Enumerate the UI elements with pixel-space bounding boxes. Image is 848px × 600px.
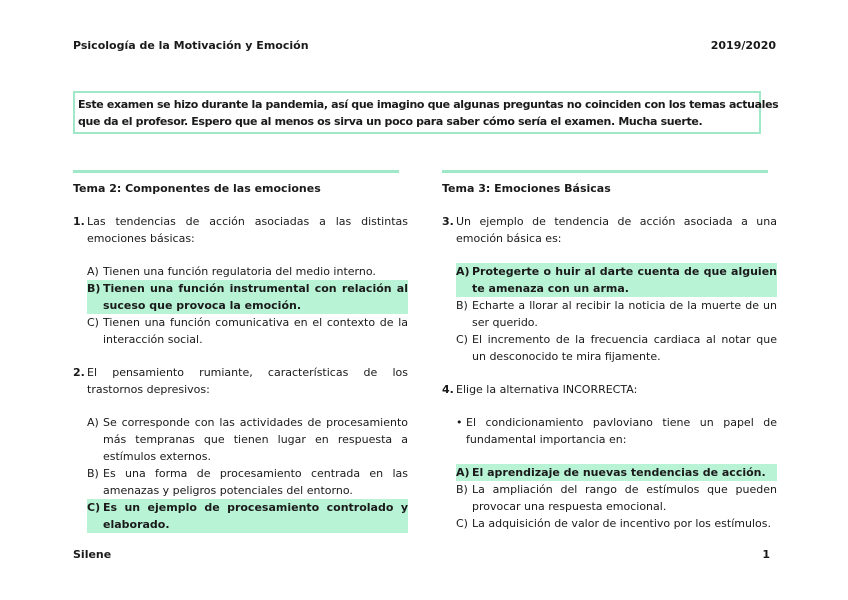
option-label: C) xyxy=(87,499,103,533)
bullet-icon: • xyxy=(456,416,463,429)
option-label: C) xyxy=(456,517,468,530)
option-text: Es una forma de procesamiento centrada en las amenazas y peligros potenciales del entorno. xyxy=(103,467,408,497)
option-c xyxy=(456,515,777,532)
question-text: Un ejemplo de tendencia de acción asociada a una emoción básica es: xyxy=(456,215,777,245)
footer-author: Silene xyxy=(73,548,112,561)
notice-line-2: que da el profesor. Espero que al menos os sirva un poco para saber cómo sería el examen. Mucha suerte. xyxy=(78,115,703,128)
option-label: A) xyxy=(456,263,472,297)
question-text: El pensamiento rumiante, características de los trastornos depresivos: xyxy=(87,366,408,396)
option-text: El incremento de la frecuencia cardiaca al notar que un desconocido te mira fijamente. xyxy=(472,333,777,363)
option-a xyxy=(87,263,408,280)
option-label: C) xyxy=(87,316,99,329)
option-text: Protegerte o huir al darte cuenta de que alguien te amenaza con un arma. xyxy=(472,265,777,295)
option-text: Tienen una función regulatoria del medio interno. xyxy=(103,265,376,278)
option-b-correct xyxy=(87,280,408,314)
option-text: Echarte a llorar al recibir la noticia de la muerte de un ser querido. xyxy=(472,299,777,329)
option-c xyxy=(456,331,777,365)
academic-year: 2019/2020 xyxy=(710,39,776,52)
right-column xyxy=(442,170,777,532)
option-text: La adquisición de valor de incentivo por los estímulos. xyxy=(472,517,771,530)
question-number: 4. xyxy=(442,383,454,396)
question-text: Elige la alternativa INCORRECTA: xyxy=(456,383,638,396)
option-text: Se corresponde con las actividades de procesamiento más tempranas que tienen lugar en respuesta a estímulos externos. xyxy=(103,416,408,463)
section-divider xyxy=(442,170,768,173)
option-label: B) xyxy=(87,467,99,480)
option-text: Es un ejemplo de procesamiento controlado y elaborado. xyxy=(103,501,408,531)
question-2-options xyxy=(87,414,408,533)
option-b xyxy=(456,297,777,331)
course-title: Psicología de la Motivación y Emoción xyxy=(73,39,309,52)
option-b xyxy=(456,481,777,515)
question-1 xyxy=(73,213,408,247)
option-label: A) xyxy=(87,416,99,429)
option-text: La ampliación del rango de estímulos que pueden provocar una respuesta emocional. xyxy=(472,483,777,513)
topic-title: Tema 3: Emociones Básicas xyxy=(442,182,611,195)
option-c-correct xyxy=(87,499,408,533)
question-4 xyxy=(442,381,777,398)
option-b xyxy=(87,465,408,499)
option-text: Tienen una función comunicativa en el contexto de la interacción social. xyxy=(103,316,408,346)
notice-box xyxy=(73,91,779,134)
question-4-statement xyxy=(456,414,777,448)
option-label: B) xyxy=(456,299,468,312)
question-number: 2. xyxy=(73,366,85,379)
notice-line-1: Este examen se hizo durante la pandemia, así que imagino que algunas preguntas no coinciden con los temas actuales xyxy=(78,98,779,111)
left-column xyxy=(73,170,408,533)
option-label: A) xyxy=(87,265,99,278)
question-3-options xyxy=(456,263,777,365)
question-number: 1. xyxy=(73,215,85,228)
page-number: 1 xyxy=(762,548,770,561)
option-label: C) xyxy=(456,333,468,346)
option-a-correct xyxy=(456,464,777,481)
option-label: B) xyxy=(456,483,468,496)
question-text: Las tendencias de acción asociadas a las distintas emociones básicas: xyxy=(87,215,408,245)
section-divider xyxy=(73,170,399,173)
question-4-options xyxy=(456,464,777,532)
option-label: B) xyxy=(87,280,103,314)
option-text: Tienen una función instrumental con relación al suceso que provoca la emoción. xyxy=(103,282,408,312)
option-a xyxy=(87,414,408,465)
question-1-options xyxy=(87,263,408,348)
question-2 xyxy=(73,364,408,398)
option-c xyxy=(87,314,408,348)
option-label: A) xyxy=(456,464,472,481)
option-text: El aprendizaje de nuevas tendencias de acción. xyxy=(472,464,777,481)
question-number: 3. xyxy=(442,215,454,228)
option-a-correct xyxy=(456,263,777,297)
statement-text: El condicionamiento pavloviano tiene un papel de fundamental importancia en: xyxy=(466,416,777,446)
question-3 xyxy=(442,213,777,247)
topic-title: Tema 2: Componentes de las emociones xyxy=(73,182,321,195)
